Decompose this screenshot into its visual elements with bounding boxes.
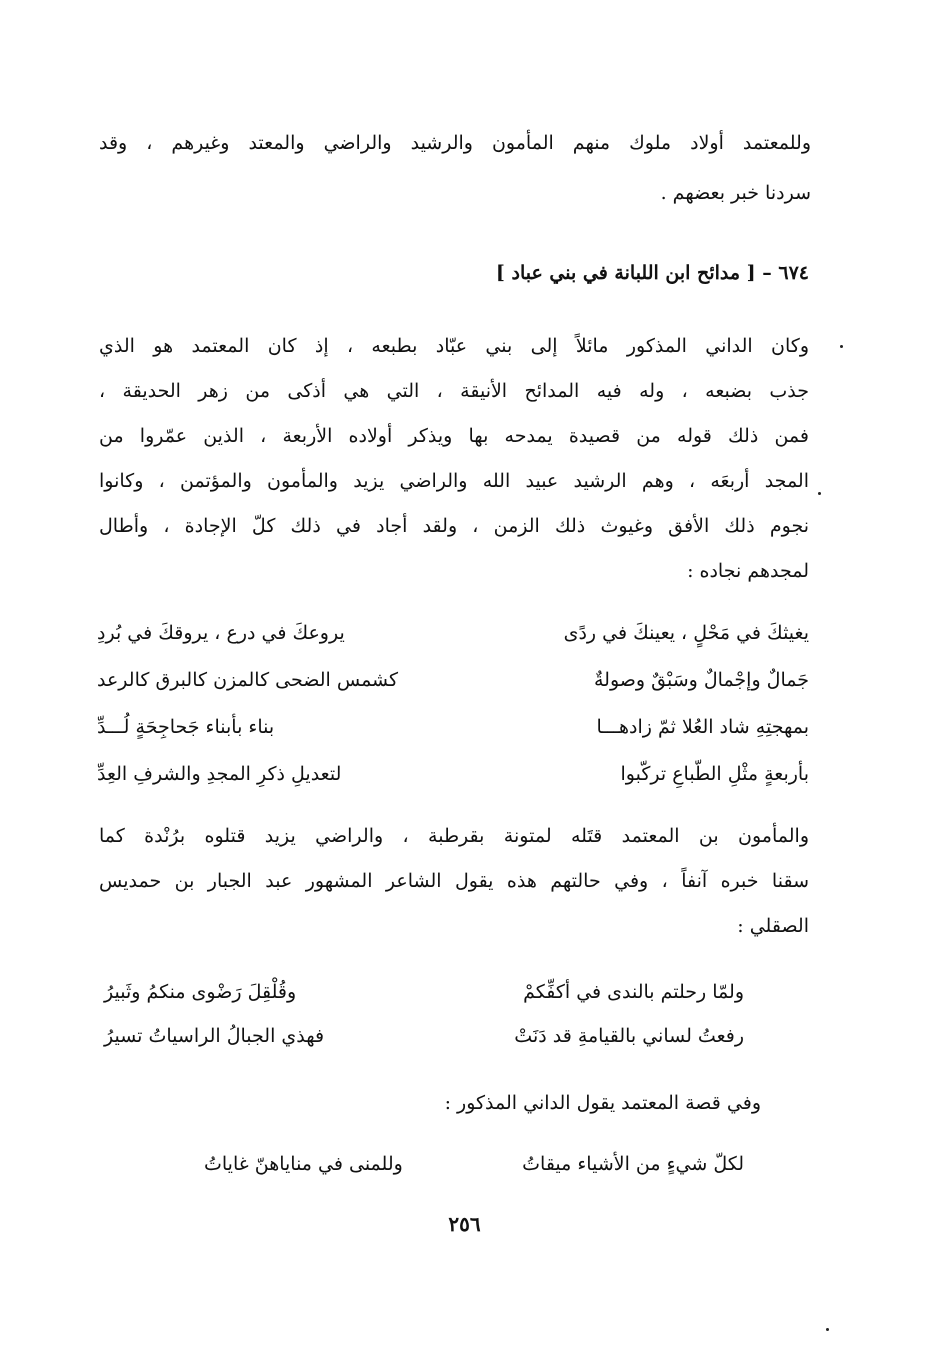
page-number: ٢٥٦ — [448, 1212, 481, 1236]
text-line: جذب بضبعه ، وله فيه المدائح الأنيقة ، التي هي أذكى من زهر الحديقة ، — [99, 380, 809, 402]
poem-verse — [97, 716, 809, 746]
verse-first-hemistich: يغيثكَ في مَحْلٍ ، يعينكَ في ردًى — [563, 622, 809, 644]
poem-verse — [204, 1153, 744, 1183]
poem-verse — [97, 763, 809, 793]
text-line: نجوم ذلك الأفق وغيوث ذلك الزمن ، ولقد أجاد في ذلك كلّ الإجادة ، وأطال — [99, 515, 809, 537]
poem-verse — [97, 669, 809, 699]
verse-first-hemistich: بأربعةٍ مثْلِ الطّباعِ تركّبوا — [620, 763, 809, 785]
verse-first-hemistich: ولمّا رحلتم بالندى في أكفِّكمْ — [523, 981, 744, 1003]
text-line: فمن ذلك قوله من قصيدة يمدحه بها ويذكر أولاده الأربعة ، الذين عمّروا من — [99, 425, 809, 447]
text-line: وكان الداني المذكور مائلاً إلى بني عبّاد بطبعه ، إذ كان المعتمد هو الذي — [99, 335, 809, 357]
verse-second-hemistich: لتعديلِ ذكرِ المجدِ والشرفِ العِدِّ — [97, 763, 342, 785]
text-line: وللمعتمد أولاد ملوك منهم المأمون والرشيد والراضي والمعتد وغيرهم ، وقد — [99, 132, 811, 154]
verse-first-hemistich: رفعتُ لساني بالقيامةِ قد دَنَتْ — [514, 1025, 744, 1047]
intro-paragraph — [99, 134, 811, 234]
text-line: سقنا خبره آنفاً ، وفي حالتهم هذه يقول الشاعر المشهور عبد الجبار بن حمديس — [99, 870, 809, 892]
paragraph-3 — [111, 1094, 761, 1134]
text-line: وفي قصة المعتمد يقول الداني المذكور : — [444, 1092, 761, 1114]
text-line: لمجدهم نجاده : — [687, 560, 809, 582]
text-line: الصقلي : — [737, 915, 809, 937]
text-line: المجد أربعَه ، وهم الرشيد عبيد الله والراضي يزيد والمأمون والمؤتمن ، وكانوا — [99, 470, 809, 492]
paragraph-2 — [99, 827, 809, 962]
scan-speck — [826, 1328, 829, 1331]
verse-first-hemistich: جَمالٌ وإجْمالٌ وسَبْقٌ وصولةٌ — [594, 669, 809, 691]
poem-verse — [104, 981, 744, 1011]
paragraph-1 — [99, 337, 809, 607]
verse-second-hemistich: وللمنى في مناياهنّ غاياتُ — [204, 1153, 403, 1175]
verse-second-hemistich: بناء بأبناء جَحاجِحَةٍ لُـــدِّ — [97, 716, 275, 738]
verse-second-hemistich: فهذي الجبالُ الراسياتُ تسيرُ — [104, 1025, 325, 1047]
scan-speck — [818, 492, 821, 495]
verse-first-hemistich: لكلّ شيءٍ من الأشياء ميقاتُ — [522, 1153, 744, 1175]
text-line: سردنا خبر بعضهم . — [660, 182, 811, 204]
scan-speck — [840, 345, 843, 348]
section-heading: ٦٧٤ – [ مدائح ابن اللبانة في بني عباد ] — [495, 262, 809, 284]
verse-second-hemistich: وقُلْقِلَ رَضْوى منكمُ وثَبيرُ — [104, 981, 297, 1003]
poem-verse — [104, 1025, 744, 1055]
verse-second-hemistich: يروعكَ في درع ، يروقكَ في بُردِ — [97, 622, 345, 644]
poem-verse — [97, 622, 809, 652]
verse-first-hemistich: بمهجتِهِ شاد العُلا ثمّ زادهـــا — [596, 716, 809, 738]
verse-second-hemistich: كشمس الضحى كالمزن كالبرق كالرعد — [97, 669, 399, 691]
text-line: والمأمون بن المعتمد قتَله لمتونة بقرطبة ، والراضي يزيد قتلوه برُنْدة كما — [99, 825, 809, 847]
